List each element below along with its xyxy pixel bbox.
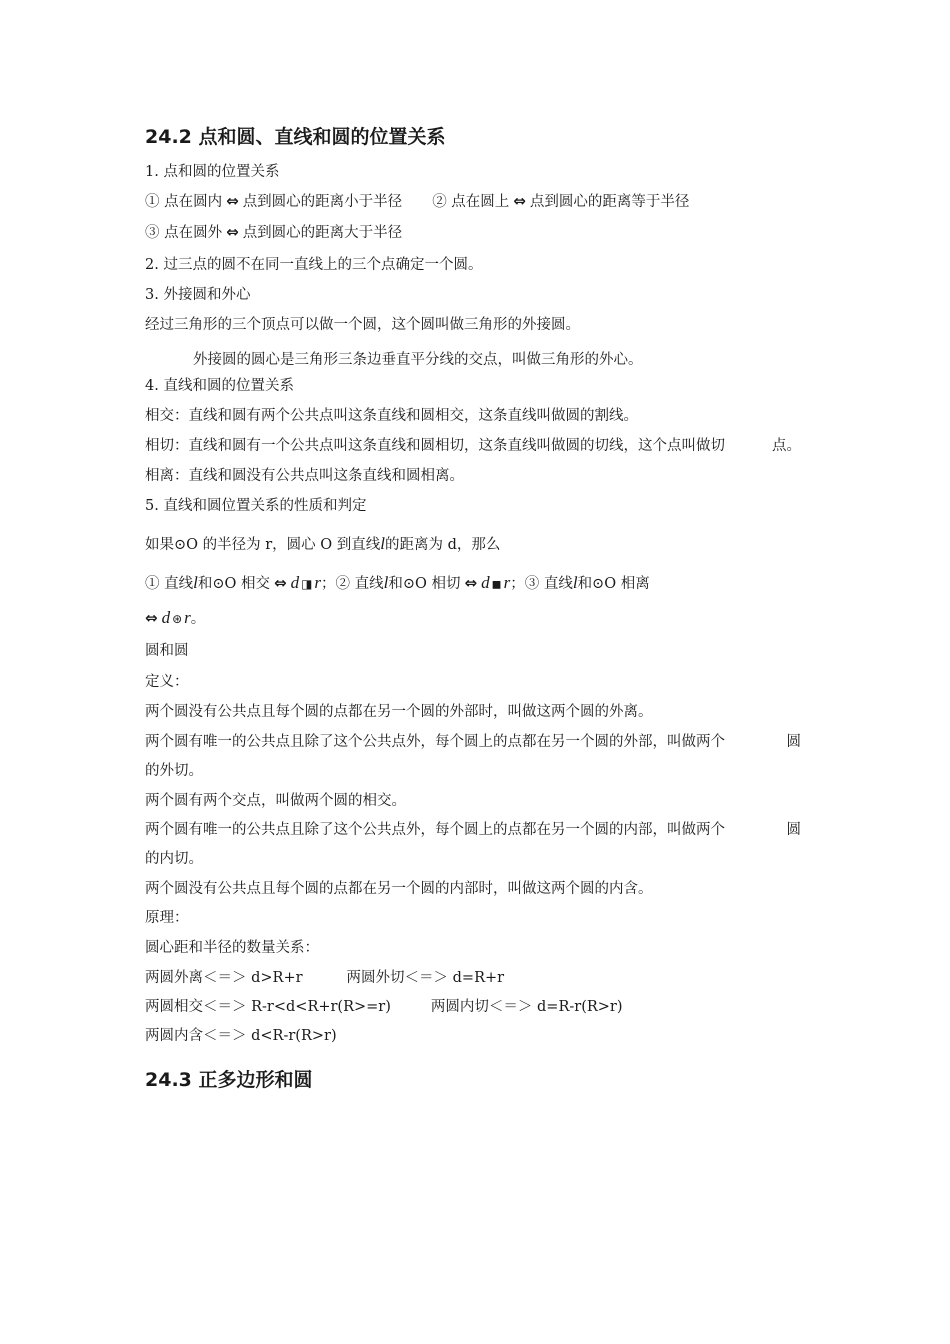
equals-icon: ◼ [491,577,502,591]
line-separate-definition: 相离：直线和圆没有公共点叫这条直线和圆相离。 [145,468,464,484]
relation-external-tangency: 两圆外切＜＝＞ d=R+r [346,970,505,986]
item-3-title: 3. 外接圆和外心 [145,287,251,303]
line-tangent-text-end: 点。 [772,438,801,454]
section-heading-24-2: 24.2 点和圆、直线和圆的位置关系 [145,126,446,148]
relation-external-separation: 两圆外离＜＝＞ d>R+r [145,970,303,986]
line-circle-criteria: ① 直线l和⊙O 相交 ⇔ d ◨ r；② 直线l和⊙O 相切 ⇔ d ◼ r；③ 直线l和⊙O 相离 [145,573,650,592]
point-on-desc: 点到圆心的距离等于半径 [529,194,690,210]
relation-row-1 [145,968,504,988]
point-outside-desc: 点到圆心的距离大于半径 [242,225,403,241]
less-than-icon: ◨ [301,577,313,591]
relation-row-2 [145,997,623,1017]
point-relation-line-2 [145,222,402,243]
line-separate-condition: ⇔ d ⊛ r。 [145,608,206,627]
equivalence-arrow-icon: ⇔ [226,223,239,241]
circumcenter-definition: 外接圆的圆心是三角形三条边垂直平分线的交点，叫做三角形的外心。 [193,352,643,368]
relation-intersection: 两圆相交＜＝＞ R-r<d<R+r(R>=r) [145,999,391,1015]
equivalence-arrow-icon: ⇔ [274,574,287,592]
equivalence-arrow-icon: ⇔ [226,192,239,210]
external-tangency-def: 两个圆有唯一的公共点且除了这个公共点外，每个圆上的点都在另一个圆的外部，叫做两个 圆 [145,734,801,750]
item-1-title: 1. 点和圆的位置关系 [145,164,280,180]
line-l-symbol: l [380,534,386,553]
item-2-title: 2. 过三点的圆不在同一直线上的三个点确定一个圆。 [145,257,483,273]
principle-label: 原理： [145,910,189,926]
point-relation-line-1 [145,191,689,212]
definition-label: 定义： [145,674,189,690]
circumcircle-definition: 经过三角形的三个顶点可以做一个圆，这个圆叫做三角形的外接圆。 [145,317,580,333]
item-4-title: 4. 直线和圆的位置关系 [145,378,294,394]
point-on-label: ② 点在圆上 [432,194,510,210]
relation-internal-tangency: 两圆内切＜＝＞ d=R-r(R>r) [430,999,623,1015]
radius-premise: 如果⊙O 的半径为 r，圆心 O 到直线l的距离为 d，那么 [145,534,501,553]
line-tangent-text: 相切：直线和圆有一个公共点叫这条直线和圆相切，这条直线叫做圆的切线，这个点叫做切 [145,438,725,454]
line-intersect-definition: 相交：直线和圆有两个公共点叫这条直线和圆相交，这条直线叫做圆的割线。 [145,408,638,424]
external-separation-def: 两个圆没有公共点且每个圆的点都在另一个圆的外部时，叫做这两个圆的外离。 [145,704,653,720]
circles-title: 圆和圆 [145,643,189,659]
containment-def: 两个圆没有公共点且每个圆的点都在另一个圆的内部时，叫做这两个圆的内含。 [145,881,653,897]
greater-than-icon: ⊛ [172,612,183,626]
intersection-def: 两个圆有两个交点，叫做两个圆的相交。 [145,793,406,809]
relation-row-3: 两圆内含＜＝＞ d<R-r(R>r) [145,1028,337,1044]
equivalence-arrow-icon: ⇔ [145,609,158,627]
equivalence-arrow-icon: ⇔ [513,192,526,210]
internal-tangency-def: 两个圆有唯一的公共点且除了这个公共点外，每个圆上的点都在另一个圆的内部，叫做两个 圆 [145,822,801,838]
external-tangency-def-end: 的外切。 [145,763,203,779]
point-outside-label: ③ 点在圆外 [145,225,223,241]
point-inside-label: ① 点在圆内 [145,194,223,210]
internal-tangency-def-end: 的内切。 [145,851,203,867]
section-heading-24-3: 24.3 正多边形和圆 [145,1069,313,1091]
point-inside-desc: 点到圆心的距离小于半径 [242,194,403,210]
distance-radius-relation: 圆心距和半径的数量关系： [145,940,319,956]
equivalence-arrow-icon: ⇔ [464,574,478,592]
item-5-title: 5. 直线和圆位置关系的性质和判定 [145,498,367,514]
line-tangent-definition [145,436,801,456]
